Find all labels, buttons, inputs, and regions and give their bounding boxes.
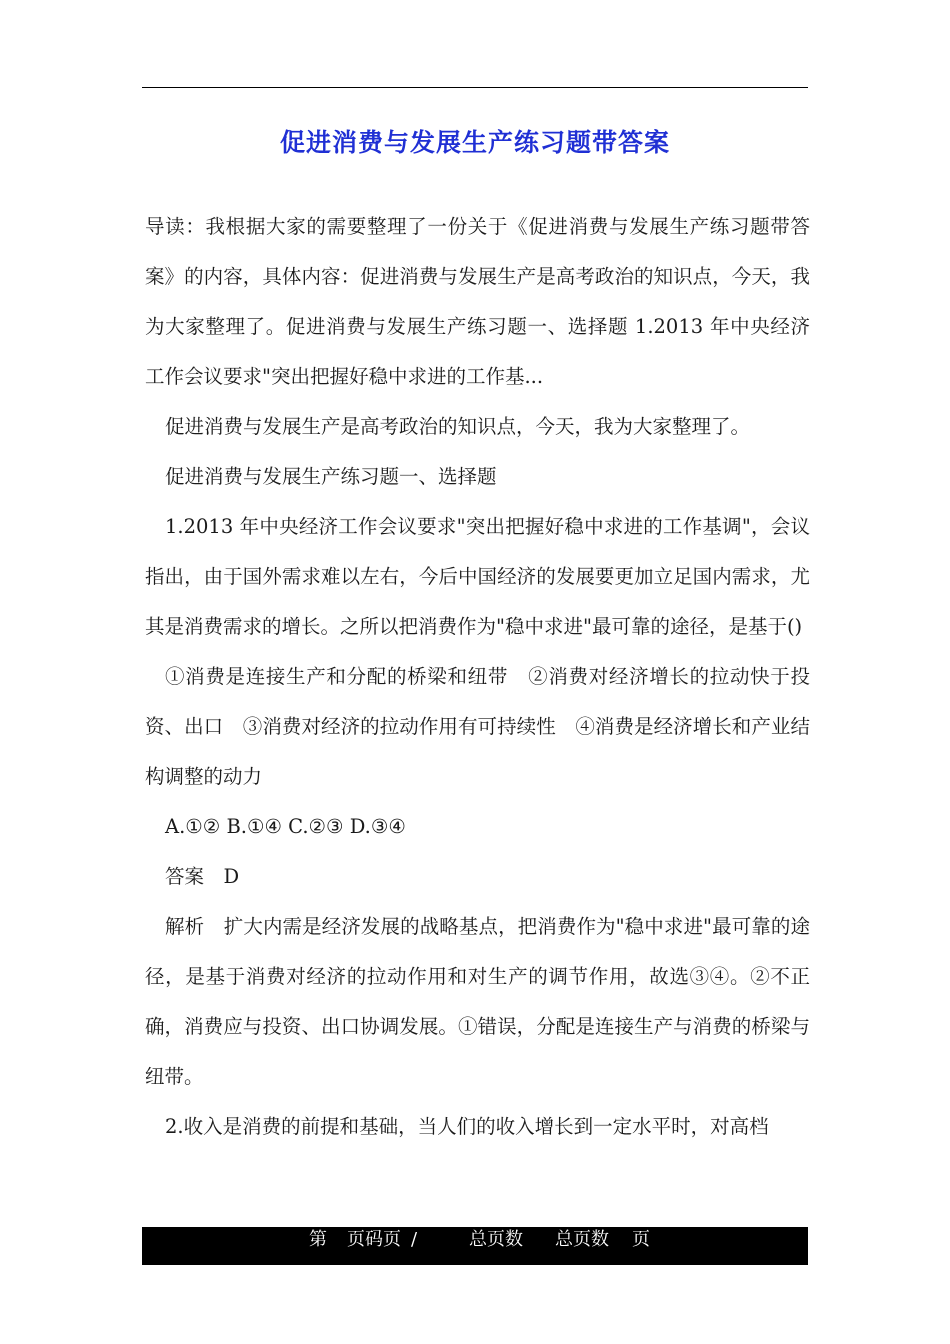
footer-total-pages-1: 总页数 — [469, 1229, 523, 1250]
document-title: 促进消费与发展生产练习题带答案 — [279, 128, 670, 157]
body-paragraph: 促进消费与发展生产是高考政治的知识点，今天，我为大家整理了。 — [165, 415, 751, 438]
question-1-options: A.①② B.①④ C.②③ D.③④ — [165, 815, 406, 838]
question-1: 1.2013 年中央经济工作会议要求"突出把握好稳中求进的工作基调"，会议指出，由于国外需求难以左右，今后中国经济的发展要更加立足国内需求，尤其是消费需求的增长。之所以把消费作为"稳中求进"最可靠的途径，是基于() — [145, 515, 810, 638]
header-rule — [142, 87, 808, 88]
footer-ye: 页 — [632, 1229, 650, 1250]
document-body — [145, 202, 810, 1152]
footer-page-code: 页码页 — [347, 1229, 401, 1250]
question-1-statements: ①消费是连接生产和分配的桥梁和纽带 ②消费对经济增长的拉动快于投资、出口 ③消费对经济的拉动作用有可持续性 ④消费是经济增长和产业结构调整的动力 — [145, 665, 810, 788]
question-1-explanation: 解析 扩大内需是经济发展的战略基点，把消费作为"稳中求进"最可靠的途径，是基于消费对经济的拉动作用和对生产的调节作用，故选③④。②不正确，消费应与投资、出口协调发展。①错误，分配是连接生产与消费的桥梁与纽带。 — [145, 915, 810, 1088]
question-1-answer: 答案 D — [165, 865, 240, 888]
footer-total-pages-2: 总页数 — [555, 1229, 609, 1250]
footer-di: 第 — [309, 1229, 327, 1250]
section-heading: 促进消费与发展生产练习题一、选择题 — [165, 465, 497, 488]
footer-bar — [142, 1227, 808, 1265]
question-2: 2.收入是消费的前提和基础，当人们的收入增长到一定水平时，对高档 — [165, 1115, 769, 1138]
intro-paragraph: 导读：我根据大家的需要整理了一份关于《促进消费与发展生产练习题带答案》的内容，具体内容：促进消费与发展生产是高考政治的知识点，今天，我为大家整理了。促进消费与发展生产练习题一、选择题 1.2013 年中央经济工作会议要求"突出把握好稳中求进的工作基... — [145, 215, 810, 388]
footer-slash: / — [411, 1229, 418, 1250]
